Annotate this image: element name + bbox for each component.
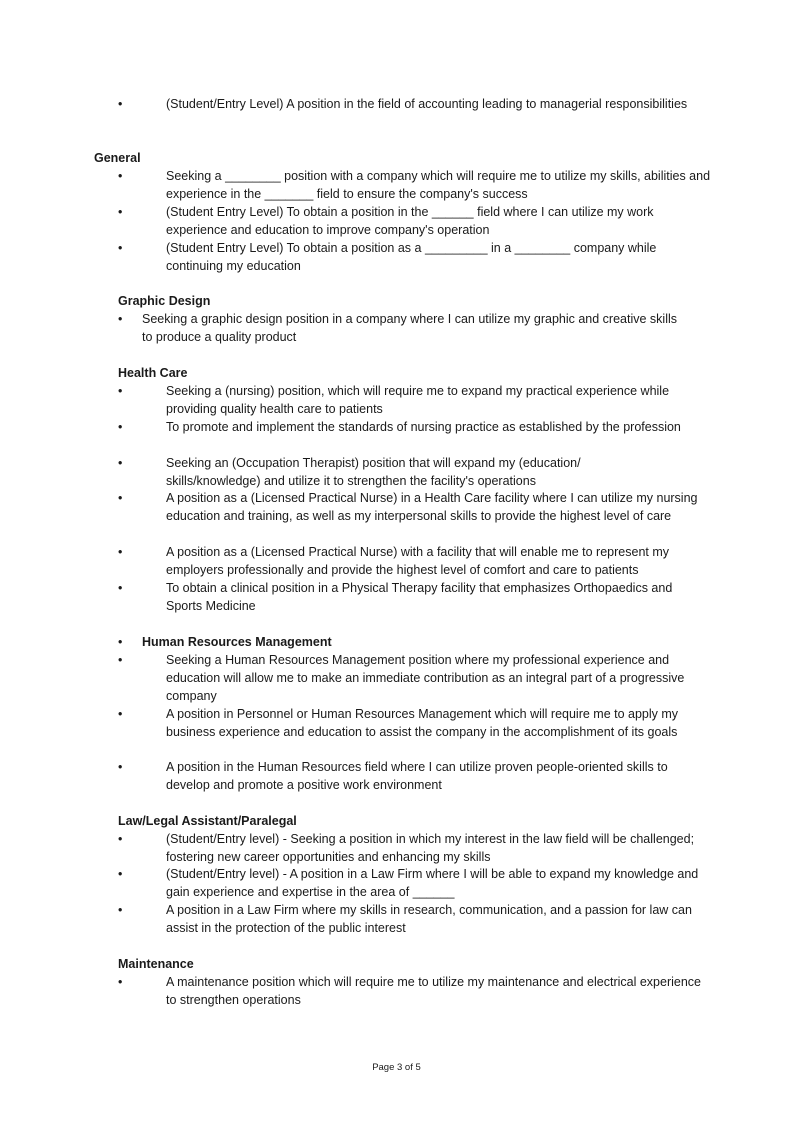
bullet: • — [118, 384, 123, 398]
bullet: • — [118, 707, 123, 721]
list-item-text: A position as a (Licensed Practical Nurse) with a facility that will enable me to represent my employers professionally and provide the highest level of comfort and care to patients — [166, 545, 670, 577]
list-item-text: A position as a (Licensed Practical Nurse) in a Health Care facility where I can utilize my nursing education and training, as well as my interpersonal skills to provide the highest level of care — [166, 491, 698, 523]
bullet: • — [118, 653, 123, 667]
bullet: • — [118, 545, 123, 559]
bullet: • — [118, 312, 123, 326]
bullet: • — [118, 241, 123, 255]
section-heading-maintenance: Maintenance — [118, 957, 194, 971]
list-item-text: To obtain a clinical position in a Physical Therapy facility that emphasizes Orthopaedics and Sports Medicine — [166, 581, 673, 613]
list-item-text: A position in a Law Firm where my skills in research, communication, and a passion for law can assist in the protection of the public interest — [166, 903, 692, 935]
list-item-text: A maintenance position which will require me to utilize my maintenance and electrical experience to strengthen operations — [166, 975, 701, 1007]
list-item-text: Seeking a (nursing) position, which will require me to expand my practical experience while providing quality health care to patients — [166, 384, 670, 416]
list-item-text: (Student Entry Level) To obtain a position as a _________ in a ________ company while continuing my education — [166, 241, 657, 273]
list-item-text: Seeking a graphic design position in a company where I can utilize my graphic and creative skills to produce a quality product — [142, 312, 678, 344]
bullet: • — [118, 903, 123, 917]
bullet: • — [118, 832, 123, 846]
list-item-text: Seeking a ________ position with a company which will require me to utilize my skills, abilities and experience in the _______ field to ensure the company's success — [166, 169, 711, 201]
bullet: • — [118, 97, 123, 111]
section-heading-general: General — [94, 151, 141, 165]
bullet: • — [118, 456, 123, 470]
list-item-text: A position in the Human Resources field where I can utilize proven people-oriented skills to develop and promote a positive work environment — [166, 760, 668, 792]
bullet: • — [118, 581, 123, 595]
list-item-text: (Student/Entry Level) A position in the field of accounting leading to managerial responsibilities — [166, 97, 688, 111]
list-item-text: A position in Personnel or Human Resources Management which will require me to apply my business experience and education to assist the company in the accomplishment of its goals — [166, 707, 679, 739]
page-number: Page 3 of 5 — [372, 1062, 421, 1073]
section-heading-graphic-design: Graphic Design — [118, 294, 211, 308]
bullet: • — [118, 635, 123, 649]
section-heading-law: Law/Legal Assistant/Paralegal — [118, 814, 297, 828]
bullet: • — [118, 975, 123, 989]
bullet: • — [118, 491, 123, 505]
list-item-text: Seeking an (Occupation Therapist) position that will expand my (education/ skills/knowledge) and utilize it to strengthen the facility's operations — [166, 456, 581, 488]
section-heading-health-care: Health Care — [118, 366, 188, 380]
list-item-text: (Student Entry Level) To obtain a position in the ______ field where I can utilize my work experience and education to improve company's operation — [166, 205, 654, 237]
list-item-text: Seeking a Human Resources Management position where my professional experience and education will allow me to make an immediate contribution as an integral part of a progressive company — [166, 653, 685, 703]
bullet: • — [118, 169, 123, 183]
bullet: • — [118, 760, 123, 774]
list-item-text: (Student/Entry level) - A position in a Law Firm where I will be able to expand my knowledge and gain experience and expertise in the area of ______ — [166, 867, 699, 899]
list-item-text: (Student/Entry level) - Seeking a position in which my interest in the law field will be challenged; fostering new career opportunities and enhancing my skills — [166, 832, 695, 864]
bullet: • — [118, 205, 123, 219]
section-heading-text: Human Resources Management — [142, 635, 332, 649]
list-item-text: To promote and implement the standards of nursing practice as established by the profession — [166, 420, 681, 434]
bullet: • — [118, 420, 123, 434]
bullet: • — [118, 867, 123, 881]
